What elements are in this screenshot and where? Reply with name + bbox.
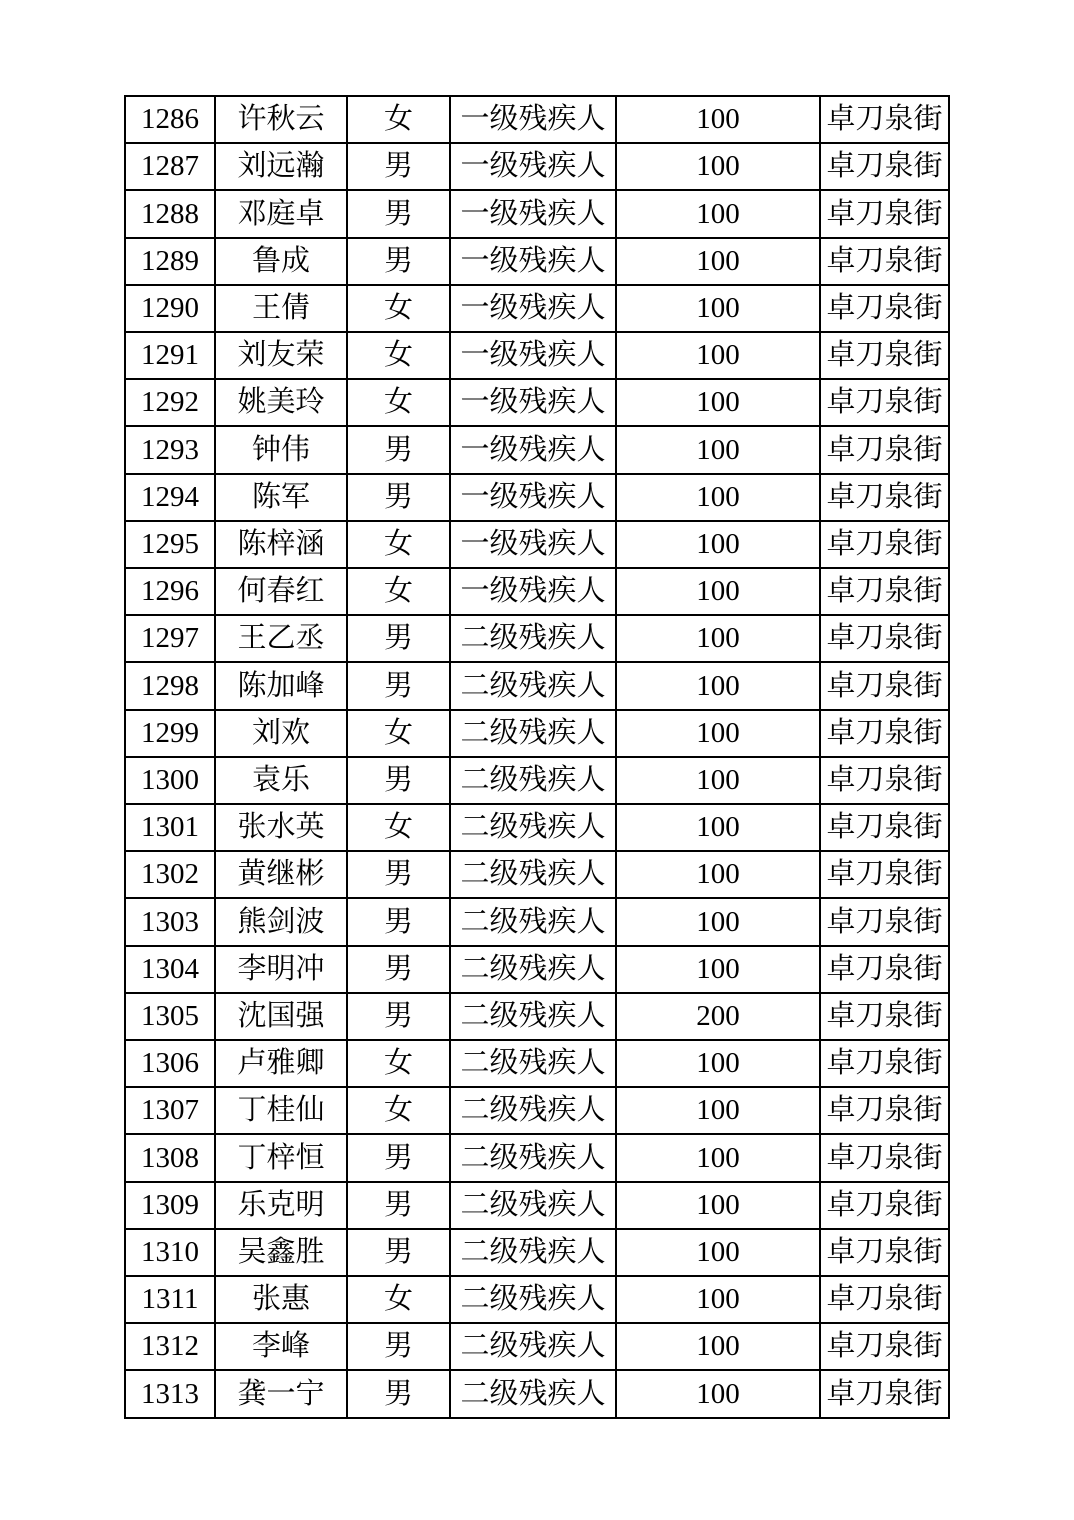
cell-street: 卓刀泉街: [820, 1276, 949, 1323]
cell-serial: 1287: [125, 143, 215, 190]
cell-category: 二级残疾人: [450, 1229, 616, 1276]
cell-serial: 1289: [125, 238, 215, 285]
cell-gender: 男: [347, 662, 450, 709]
cell-serial: 1305: [125, 993, 215, 1040]
cell-gender: 男: [347, 238, 450, 285]
cell-serial: 1310: [125, 1229, 215, 1276]
cell-street: 卓刀泉街: [820, 1229, 949, 1276]
cell-category: 二级残疾人: [450, 804, 616, 851]
cell-gender: 男: [347, 615, 450, 662]
cell-street: 卓刀泉街: [820, 1323, 949, 1370]
cell-street: 卓刀泉街: [820, 238, 949, 285]
cell-amount: 100: [616, 851, 820, 898]
cell-amount: 100: [616, 238, 820, 285]
cell-gender: 女: [347, 804, 450, 851]
cell-name: 龚一宁: [215, 1370, 347, 1418]
cell-serial: 1286: [125, 96, 215, 143]
table-row: [125, 1323, 949, 1370]
subsidy-table: [124, 95, 950, 1419]
cell-name: 丁梓恒: [215, 1134, 347, 1181]
cell-category: 二级残疾人: [450, 710, 616, 757]
cell-street: 卓刀泉街: [820, 757, 949, 804]
cell-street: 卓刀泉街: [820, 898, 949, 945]
cell-name: 王倩: [215, 285, 347, 332]
cell-street: 卓刀泉街: [820, 190, 949, 237]
cell-serial: 1292: [125, 379, 215, 426]
cell-category: 二级残疾人: [450, 757, 616, 804]
cell-amount: 100: [616, 568, 820, 615]
cell-serial: 1294: [125, 474, 215, 521]
cell-amount: 100: [616, 1323, 820, 1370]
cell-gender: 男: [347, 426, 450, 473]
cell-serial: 1288: [125, 190, 215, 237]
table-row: [125, 1040, 949, 1087]
cell-category: 一级残疾人: [450, 96, 616, 143]
table-row: [125, 710, 949, 757]
cell-gender: 男: [347, 474, 450, 521]
cell-amount: 100: [616, 1370, 820, 1418]
cell-street: 卓刀泉街: [820, 1182, 949, 1229]
cell-gender: 男: [347, 757, 450, 804]
cell-name: 张惠: [215, 1276, 347, 1323]
table-row: [125, 804, 949, 851]
table-row: [125, 1370, 949, 1418]
cell-amount: 100: [616, 1182, 820, 1229]
cell-amount: 100: [616, 1134, 820, 1181]
table-row: [125, 426, 949, 473]
cell-street: 卓刀泉街: [820, 993, 949, 1040]
table-row: [125, 898, 949, 945]
cell-amount: 200: [616, 993, 820, 1040]
cell-street: 卓刀泉街: [820, 379, 949, 426]
table-row: [125, 190, 949, 237]
cell-serial: 1297: [125, 615, 215, 662]
cell-category: 一级残疾人: [450, 568, 616, 615]
cell-category: 一级残疾人: [450, 143, 616, 190]
cell-street: 卓刀泉街: [820, 946, 949, 993]
cell-gender: 女: [347, 285, 450, 332]
cell-category: 一级残疾人: [450, 426, 616, 473]
cell-name: 李明冲: [215, 946, 347, 993]
cell-name: 姚美玲: [215, 379, 347, 426]
cell-amount: 100: [616, 474, 820, 521]
subsidy-table-container: [124, 95, 948, 1419]
cell-name: 黄继彬: [215, 851, 347, 898]
cell-amount: 100: [616, 1087, 820, 1134]
table-row: [125, 238, 949, 285]
cell-street: 卓刀泉街: [820, 426, 949, 473]
cell-category: 一级残疾人: [450, 474, 616, 521]
cell-category: 二级残疾人: [450, 1182, 616, 1229]
cell-serial: 1308: [125, 1134, 215, 1181]
cell-serial: 1293: [125, 426, 215, 473]
cell-street: 卓刀泉街: [820, 710, 949, 757]
table-row: [125, 1276, 949, 1323]
cell-category: 二级残疾人: [450, 1323, 616, 1370]
cell-category: 一级残疾人: [450, 238, 616, 285]
cell-category: 二级残疾人: [450, 993, 616, 1040]
cell-gender: 男: [347, 946, 450, 993]
table-row: [125, 1087, 949, 1134]
cell-name: 刘远瀚: [215, 143, 347, 190]
table-row: [125, 615, 949, 662]
cell-name: 沈国强: [215, 993, 347, 1040]
cell-name: 鲁成: [215, 238, 347, 285]
cell-serial: 1295: [125, 521, 215, 568]
cell-amount: 100: [616, 190, 820, 237]
table-row: [125, 474, 949, 521]
cell-name: 王乙丞: [215, 615, 347, 662]
cell-amount: 100: [616, 615, 820, 662]
cell-gender: 女: [347, 1040, 450, 1087]
cell-serial: 1302: [125, 851, 215, 898]
cell-category: 一级残疾人: [450, 379, 616, 426]
cell-serial: 1303: [125, 898, 215, 945]
cell-gender: 女: [347, 521, 450, 568]
cell-street: 卓刀泉街: [820, 1134, 949, 1181]
cell-serial: 1307: [125, 1087, 215, 1134]
cell-name: 何春红: [215, 568, 347, 615]
cell-serial: 1291: [125, 332, 215, 379]
cell-gender: 男: [347, 1229, 450, 1276]
cell-amount: 100: [616, 946, 820, 993]
cell-category: 一级残疾人: [450, 285, 616, 332]
cell-category: 二级残疾人: [450, 662, 616, 709]
cell-category: 二级残疾人: [450, 946, 616, 993]
cell-amount: 100: [616, 285, 820, 332]
cell-category: 二级残疾人: [450, 898, 616, 945]
cell-serial: 1309: [125, 1182, 215, 1229]
cell-gender: 男: [347, 1323, 450, 1370]
table-row: [125, 946, 949, 993]
cell-gender: 男: [347, 190, 450, 237]
table-row: [125, 851, 949, 898]
cell-serial: 1306: [125, 1040, 215, 1087]
cell-street: 卓刀泉街: [820, 851, 949, 898]
cell-serial: 1299: [125, 710, 215, 757]
cell-street: 卓刀泉街: [820, 1370, 949, 1418]
cell-name: 丁桂仙: [215, 1087, 347, 1134]
cell-category: 二级残疾人: [450, 1040, 616, 1087]
cell-street: 卓刀泉街: [820, 568, 949, 615]
cell-serial: 1304: [125, 946, 215, 993]
table-row: [125, 1134, 949, 1181]
cell-amount: 100: [616, 1229, 820, 1276]
cell-street: 卓刀泉街: [820, 615, 949, 662]
cell-category: 二级残疾人: [450, 851, 616, 898]
cell-name: 袁乐: [215, 757, 347, 804]
cell-name: 陈梓涵: [215, 521, 347, 568]
table-row: [125, 379, 949, 426]
table-row: [125, 993, 949, 1040]
cell-street: 卓刀泉街: [820, 285, 949, 332]
cell-amount: 100: [616, 1276, 820, 1323]
cell-serial: 1312: [125, 1323, 215, 1370]
cell-amount: 100: [616, 379, 820, 426]
table-row: [125, 568, 949, 615]
cell-amount: 100: [616, 804, 820, 851]
cell-amount: 100: [616, 1040, 820, 1087]
cell-street: 卓刀泉街: [820, 96, 949, 143]
cell-name: 许秋云: [215, 96, 347, 143]
cell-name: 陈军: [215, 474, 347, 521]
cell-category: 二级残疾人: [450, 615, 616, 662]
table-row: [125, 1229, 949, 1276]
table-row: [125, 96, 949, 143]
cell-serial: 1301: [125, 804, 215, 851]
cell-amount: 100: [616, 757, 820, 804]
cell-amount: 100: [616, 710, 820, 757]
cell-street: 卓刀泉街: [820, 332, 949, 379]
cell-serial: 1311: [125, 1276, 215, 1323]
cell-amount: 100: [616, 332, 820, 379]
cell-street: 卓刀泉街: [820, 662, 949, 709]
cell-category: 一级残疾人: [450, 332, 616, 379]
cell-serial: 1313: [125, 1370, 215, 1418]
cell-street: 卓刀泉街: [820, 804, 949, 851]
cell-amount: 100: [616, 96, 820, 143]
cell-name: 刘欢: [215, 710, 347, 757]
table-row: [125, 662, 949, 709]
cell-name: 卢雅卿: [215, 1040, 347, 1087]
cell-gender: 女: [347, 332, 450, 379]
cell-name: 熊剑波: [215, 898, 347, 945]
cell-amount: 100: [616, 898, 820, 945]
cell-category: 一级残疾人: [450, 521, 616, 568]
cell-amount: 100: [616, 521, 820, 568]
cell-street: 卓刀泉街: [820, 1040, 949, 1087]
cell-category: 二级残疾人: [450, 1370, 616, 1418]
cell-street: 卓刀泉街: [820, 143, 949, 190]
cell-gender: 男: [347, 1370, 450, 1418]
table-row: [125, 143, 949, 190]
cell-serial: 1298: [125, 662, 215, 709]
cell-gender: 女: [347, 379, 450, 426]
cell-gender: 女: [347, 1276, 450, 1323]
cell-gender: 男: [347, 851, 450, 898]
cell-name: 钟伟: [215, 426, 347, 473]
cell-amount: 100: [616, 662, 820, 709]
cell-category: 二级残疾人: [450, 1087, 616, 1134]
cell-name: 乐克明: [215, 1182, 347, 1229]
cell-gender: 男: [347, 143, 450, 190]
cell-amount: 100: [616, 426, 820, 473]
cell-name: 邓庭卓: [215, 190, 347, 237]
cell-street: 卓刀泉街: [820, 1087, 949, 1134]
cell-category: 二级残疾人: [450, 1134, 616, 1181]
cell-gender: 女: [347, 1087, 450, 1134]
cell-gender: 女: [347, 568, 450, 615]
table-row: [125, 521, 949, 568]
cell-street: 卓刀泉街: [820, 474, 949, 521]
cell-name: 李峰: [215, 1323, 347, 1370]
cell-name: 刘友荣: [215, 332, 347, 379]
cell-gender: 男: [347, 1134, 450, 1181]
cell-name: 吴鑫胜: [215, 1229, 347, 1276]
cell-name: 张水英: [215, 804, 347, 851]
cell-category: 二级残疾人: [450, 1276, 616, 1323]
cell-gender: 女: [347, 710, 450, 757]
cell-gender: 男: [347, 898, 450, 945]
cell-serial: 1290: [125, 285, 215, 332]
table-row: [125, 757, 949, 804]
cell-gender: 男: [347, 1182, 450, 1229]
cell-category: 一级残疾人: [450, 190, 616, 237]
cell-serial: 1296: [125, 568, 215, 615]
cell-gender: 女: [347, 96, 450, 143]
cell-serial: 1300: [125, 757, 215, 804]
subsidy-table-body: [125, 96, 949, 1418]
cell-gender: 男: [347, 993, 450, 1040]
table-row: [125, 285, 949, 332]
cell-amount: 100: [616, 143, 820, 190]
table-row: [125, 1182, 949, 1229]
cell-street: 卓刀泉街: [820, 521, 949, 568]
cell-name: 陈加峰: [215, 662, 347, 709]
table-row: [125, 332, 949, 379]
